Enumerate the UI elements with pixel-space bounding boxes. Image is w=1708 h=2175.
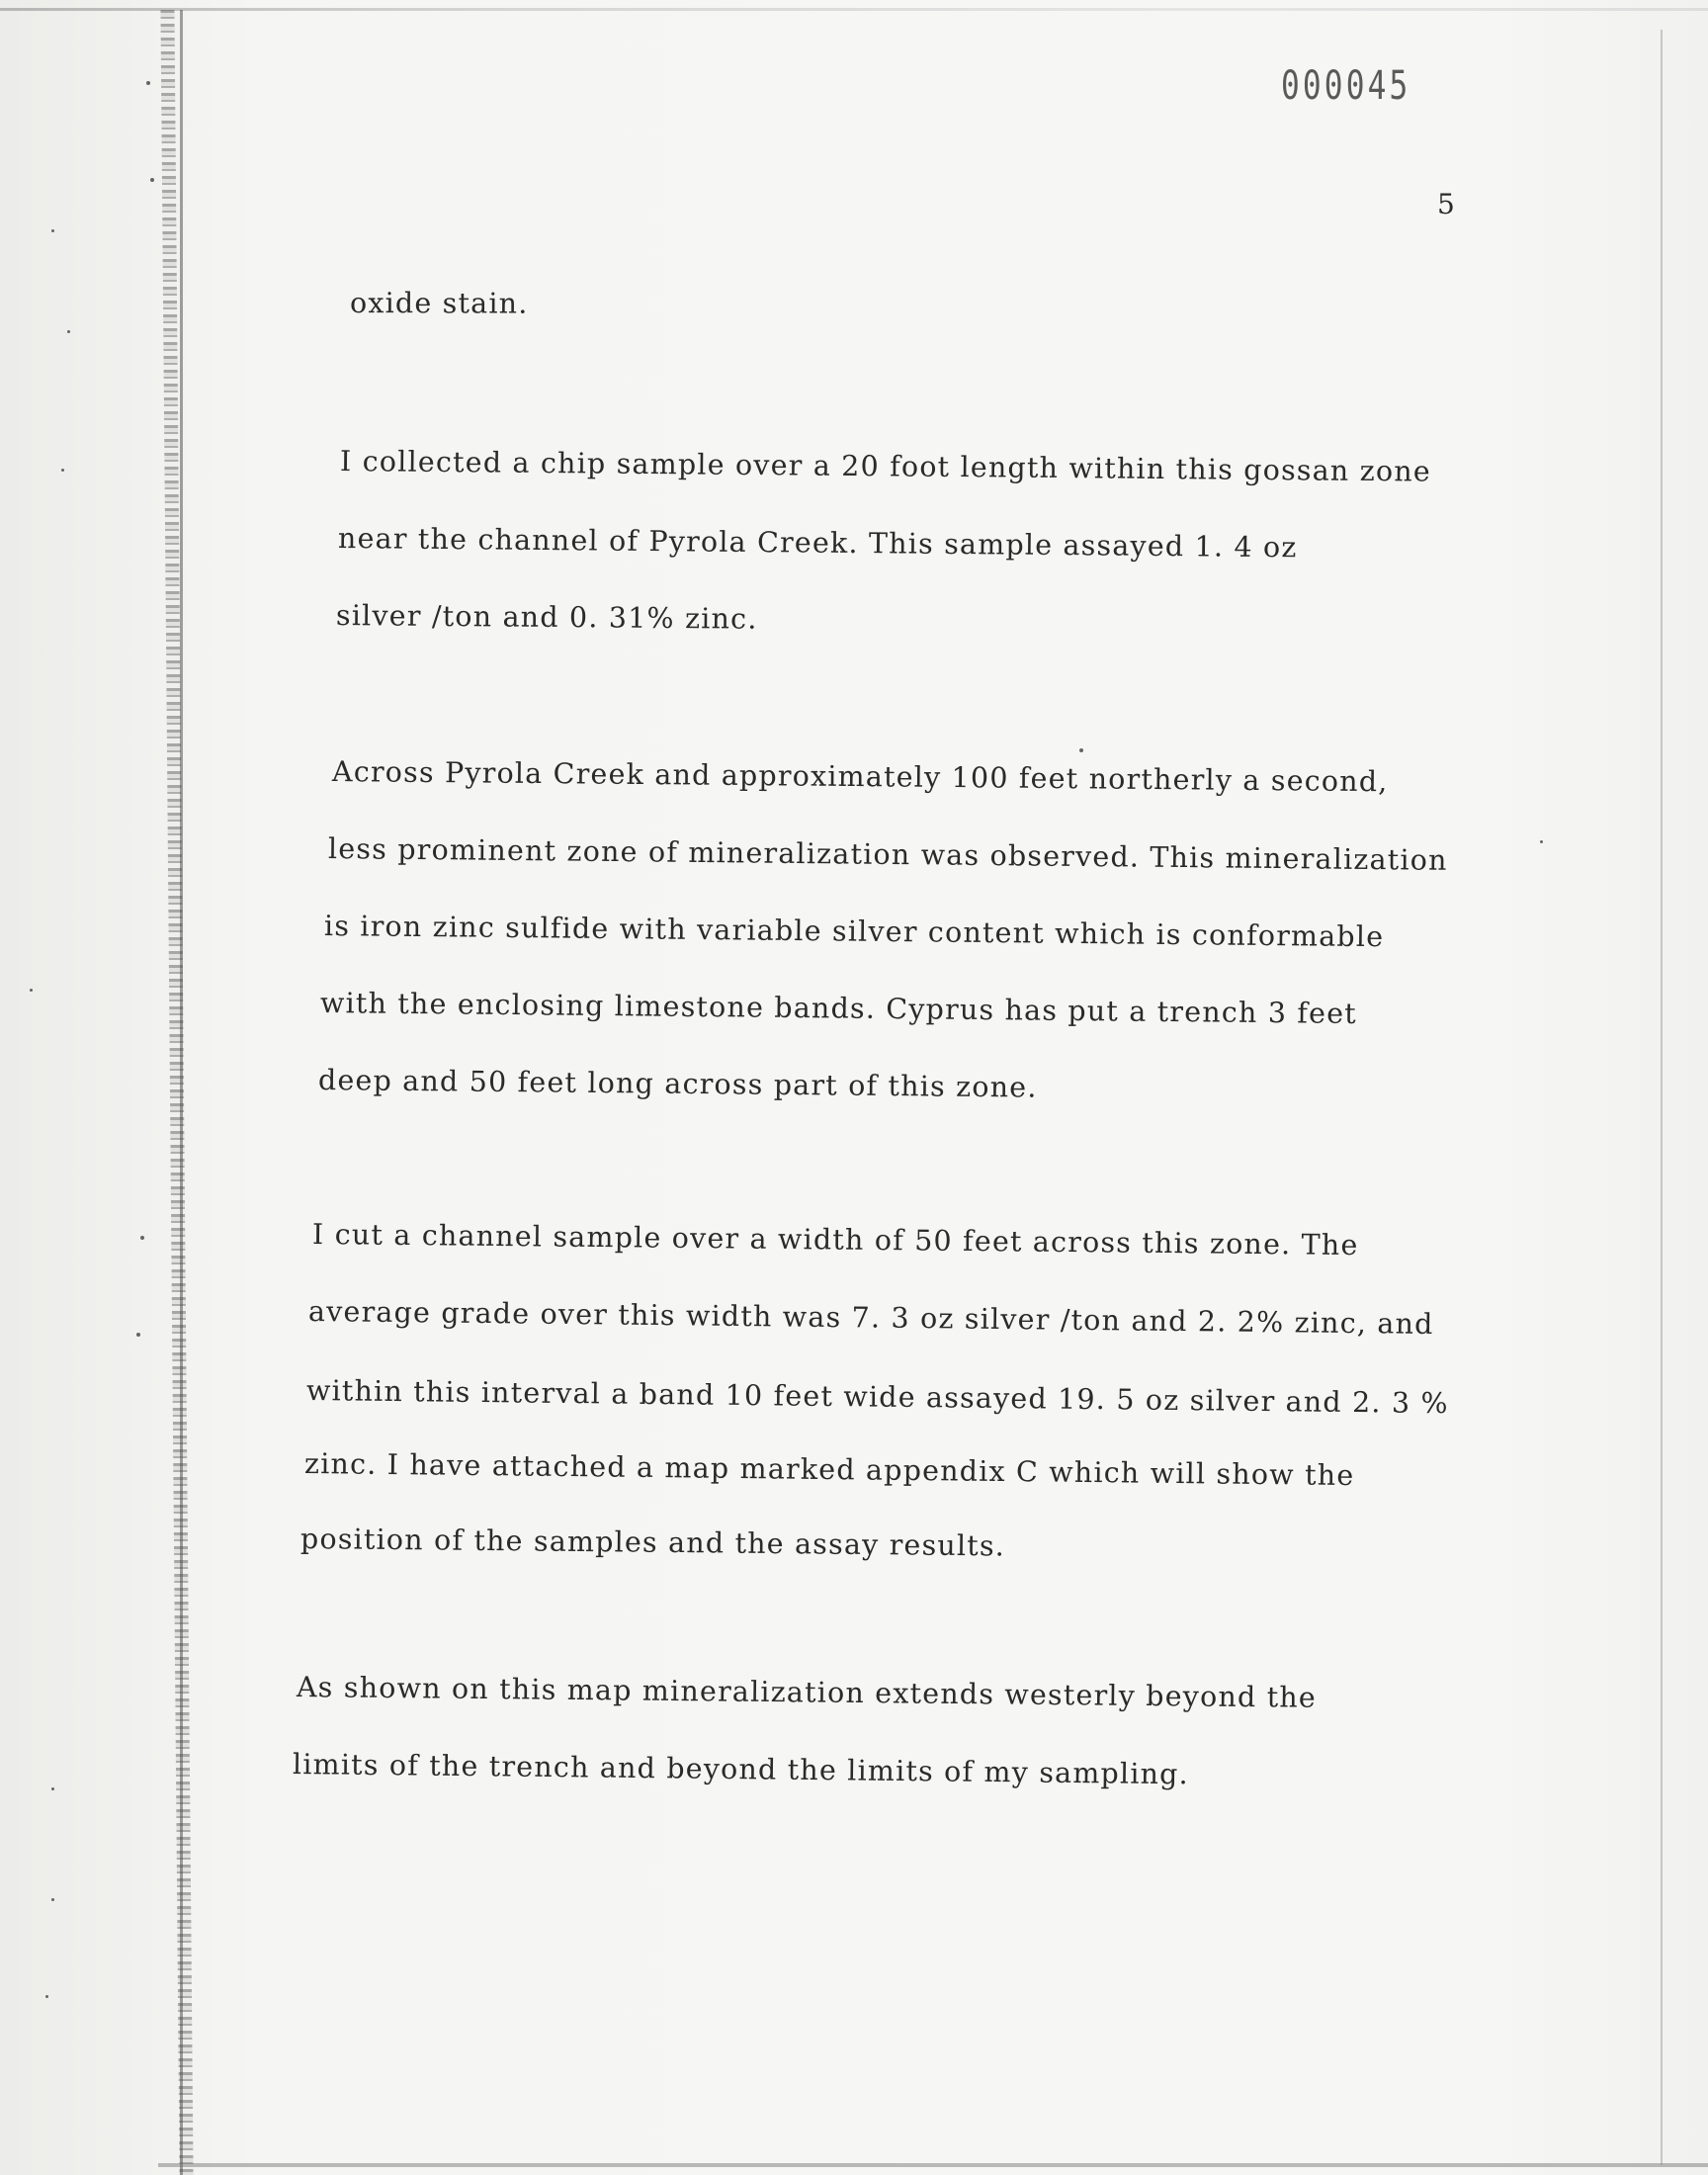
text-line: with the enclosing limestone bands. Cyprus has put a trench 3 feet — [319, 987, 1358, 1030]
scan-speck — [45, 1995, 48, 1998]
scan-speck — [51, 1898, 54, 1901]
scan-speck — [30, 989, 33, 992]
text-line: I cut a channel sample over a width of 50 feet across this zone. The — [311, 1218, 1359, 1262]
text-line: oxide stain. — [349, 287, 529, 320]
text-line: Across Pyrola Creek and approximately 100 feet northerly a second, — [331, 755, 1389, 799]
scan-speck — [1540, 840, 1543, 843]
binding-edge — [180, 10, 183, 2175]
scan-speck — [51, 229, 54, 232]
scan-right-edge — [1661, 30, 1663, 2165]
text-line: limits of the trench and beyond the limits of my sampling. — [292, 1748, 1190, 1791]
scan-speck — [136, 1333, 140, 1337]
text-line: near the channel of Pyrola Creek. This sample assayed 1. 4 oz — [337, 522, 1298, 565]
scan-speck — [140, 1236, 144, 1240]
text-line: less prominent zone of mineralization was observed. This mineralization — [327, 832, 1448, 877]
binding-shadow — [160, 10, 193, 2175]
scan-speck — [61, 469, 64, 472]
scan-speck — [67, 330, 70, 333]
scan-speck — [146, 81, 150, 85]
scan-speck — [150, 178, 154, 182]
text-line: is iron zinc sulfide with variable silver content which is conformable — [323, 910, 1385, 954]
text-line: I collected a chip sample over a 20 foot length within this gossan zone — [339, 445, 1432, 488]
text-line: within this interval a band 10 feet wide assayed 19. 5 oz silver and 2. 3 % — [305, 1374, 1449, 1421]
scan-speck — [1079, 748, 1083, 752]
scan-top-edge — [0, 8, 1708, 11]
text-line: silver /ton and 0. 31% zinc. — [335, 599, 758, 636]
document-number: 000045 — [1281, 63, 1411, 109]
scan-speck — [51, 1787, 54, 1790]
text-line: average grade over this width was 7. 3 oz silver /ton and 2. 2% zinc, and — [307, 1295, 1434, 1341]
scan-bottom-edge — [158, 2163, 1708, 2167]
text-line: position of the samples and the assay results. — [299, 1522, 1006, 1563]
page-number: 5 — [1437, 188, 1455, 220]
text-line: As shown on this map mineralization extends westerly beyond the — [296, 1671, 1318, 1714]
text-line: zinc. I have attached a map marked appendix C which will show the — [303, 1447, 1355, 1493]
text-line: deep and 50 feet long across part of this zone. — [317, 1064, 1038, 1104]
